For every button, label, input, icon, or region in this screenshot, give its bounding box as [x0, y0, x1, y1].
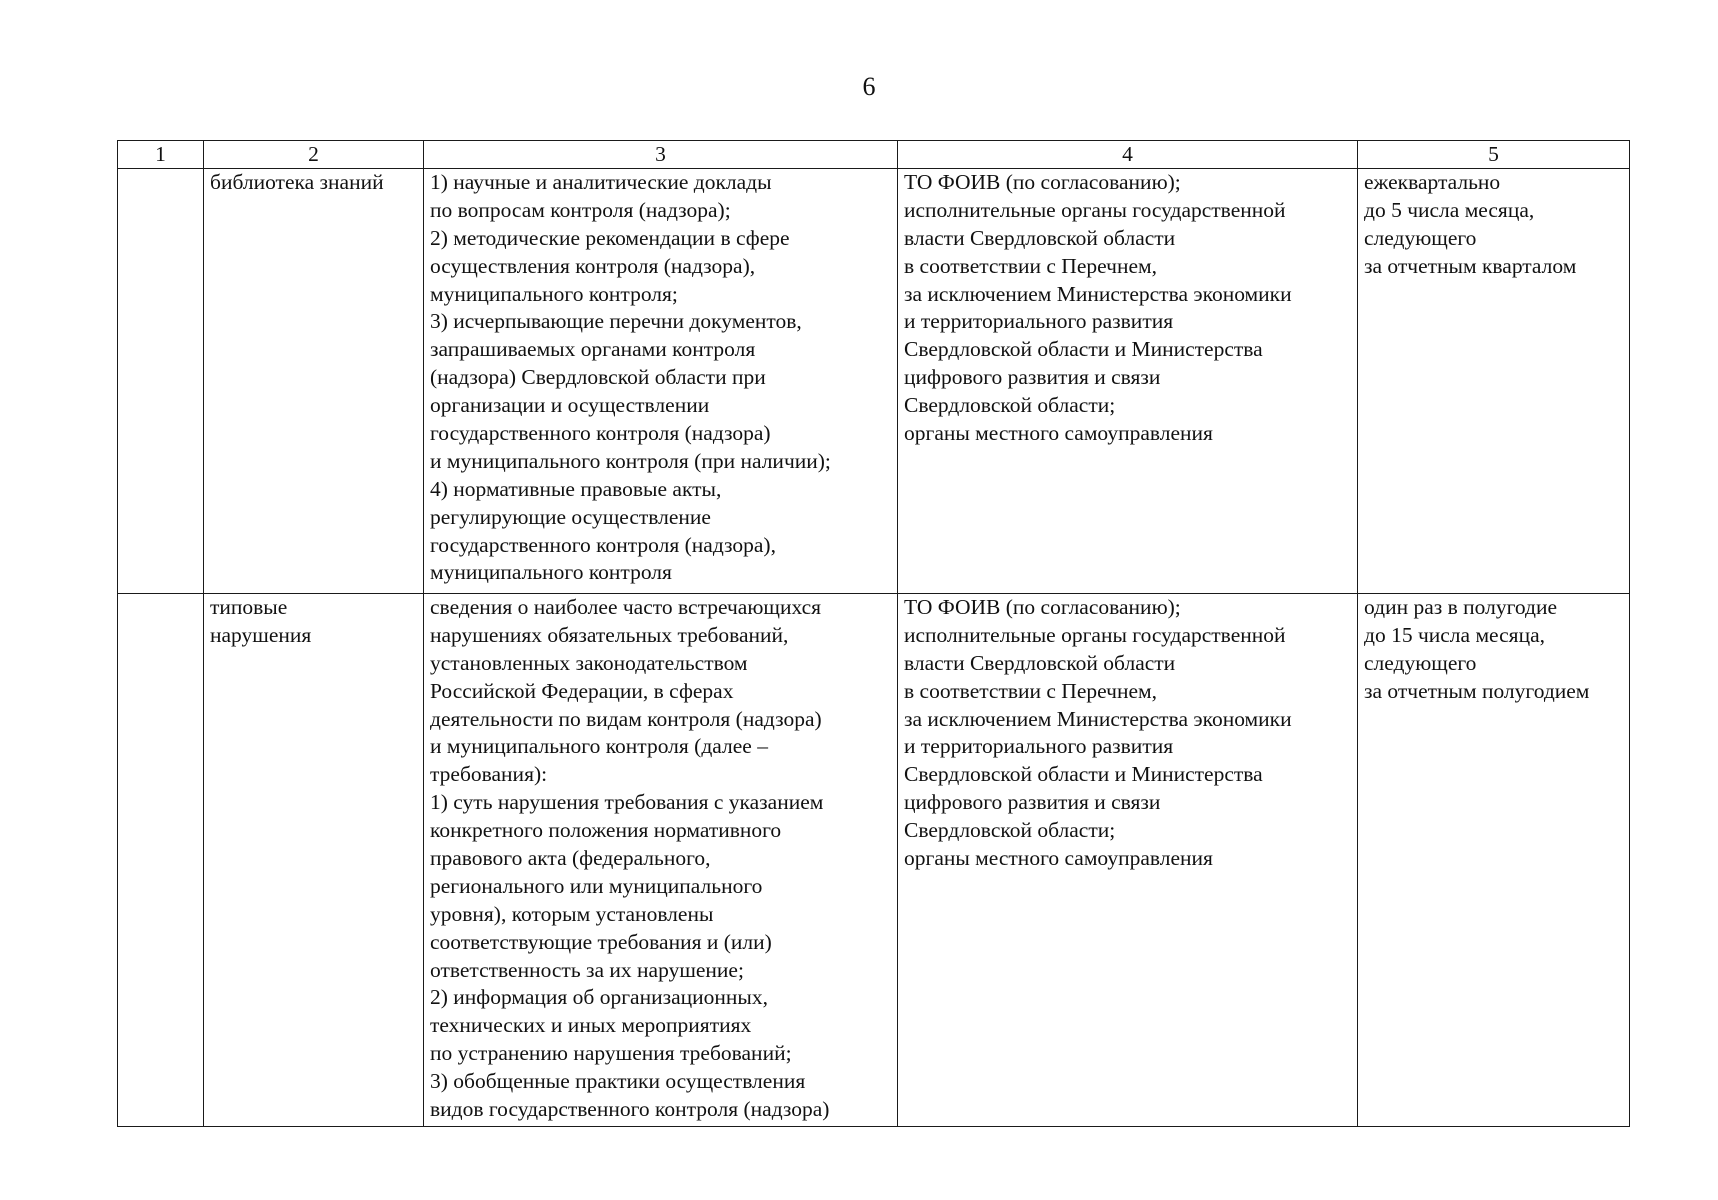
cell-line: Свердловской области и Министерства: [904, 337, 1263, 362]
cell-line: за отчетным кварталом: [1364, 253, 1577, 278]
cell-line: деятельности по видам контроля (надзора): [430, 706, 822, 731]
cell-line: исполнительные органы государственной: [904, 622, 1286, 647]
cell-line: видов государственного контроля (надзора): [430, 1097, 830, 1122]
column-header-5: 5: [1358, 141, 1630, 169]
cell-line: нарушения: [210, 622, 312, 647]
cell-line: (надзора) Свердловской области при: [430, 365, 766, 390]
table-row: [118, 594, 1630, 1127]
cell-line: государственного контроля (надзора),: [430, 532, 776, 557]
column-header-3: 3: [424, 141, 898, 169]
table-header-row: [118, 141, 1630, 169]
cell-line: цифрового развития и связи: [904, 790, 1161, 815]
cell-number: [118, 169, 204, 594]
cell-line: нарушениях обязательных требований,: [430, 622, 789, 647]
page-number: 6: [862, 72, 876, 101]
cell-line: Российской Федерации, в сферах: [430, 678, 734, 703]
cell-line: и территориального развития: [904, 734, 1174, 759]
cell-line: библиотека знаний: [210, 170, 384, 194]
cell-line: до 5 числа месяца,: [1364, 197, 1535, 222]
cell-line: 2) методические рекомендации в сфере: [430, 225, 790, 250]
cell-line: 3) обобщенные практики осуществления: [430, 1069, 806, 1094]
column-header-1: 1: [118, 141, 204, 169]
cell-line: ТО ФОИВ (по согласованию);: [904, 595, 1181, 619]
cell-line: за исключением Министерства экономики: [904, 281, 1292, 306]
cell-responsible: [898, 169, 1358, 594]
cell-line: и муниципального контроля (при наличии);: [430, 448, 831, 473]
cell-line: ТО ФОИВ (по согласованию);: [904, 170, 1181, 194]
cell-line: соответствующие требования и (или): [430, 929, 772, 954]
cell-line: конкретного положения нормативного: [430, 818, 782, 843]
cell-line: муниципального контроля: [430, 560, 672, 585]
cell-number: [118, 594, 204, 1127]
cell-line: Свердловской области;: [904, 818, 1116, 843]
cell-line: уровня), которым установлены: [430, 901, 714, 926]
cell-line: муниципального контроля;: [430, 281, 678, 306]
cell-line: требования):: [430, 762, 548, 787]
cell-line: один раз в полугодие: [1364, 595, 1557, 619]
cell-line: до 15 числа месяца,: [1364, 622, 1545, 647]
cell-line: исполнительные органы государственной: [904, 197, 1286, 222]
cell-line: следующего: [1364, 225, 1477, 250]
cell-line: цифрового развития и связи: [904, 365, 1161, 390]
cell-line: типовые: [210, 595, 288, 619]
cell-line: 4) нормативные правовые акты,: [430, 476, 722, 501]
cell-line: технических и иных мероприятиях: [430, 1013, 752, 1038]
column-header-4: 4: [898, 141, 1358, 169]
cell-line: сведения о наиболее часто встречающихся: [430, 595, 822, 619]
cell-line: по устранению нарушения требований;: [430, 1041, 792, 1066]
cell-deadline: [1358, 594, 1630, 1127]
cell-line: 1) суть нарушения требования с указанием: [430, 790, 824, 815]
cell-line: власти Свердловской области: [904, 650, 1176, 675]
cell-line: органы местного самоуправления: [904, 421, 1213, 446]
cell-line: следующего: [1364, 650, 1477, 675]
cell-line: органы местного самоуправления: [904, 846, 1213, 871]
cell-line: запрашиваемых органами контроля: [430, 337, 756, 362]
cell-responsible: [898, 594, 1358, 1127]
cell-line: государственного контроля (надзора): [430, 421, 771, 446]
cell-line: Свердловской области и Министерства: [904, 762, 1263, 787]
cell-section: [204, 169, 424, 594]
cell-line: регионального или муниципального: [430, 873, 763, 898]
cell-line: ежеквартально: [1364, 170, 1501, 194]
cell-line: осуществления контроля (надзора),: [430, 253, 756, 278]
cell-line: правового акта (федерального,: [430, 846, 711, 871]
column-header-2: 2: [204, 141, 424, 169]
cell-line: и муниципального контроля (далее –: [430, 734, 768, 759]
cell-line: 2) информация об организационных,: [430, 985, 768, 1010]
cell-line: в соответствии с Перечнем,: [904, 253, 1157, 278]
regulation-table: [117, 140, 1630, 1127]
cell-line: организации и осуществлении: [430, 393, 710, 418]
cell-line: регулирующие осуществление: [430, 504, 711, 529]
table-row: [118, 169, 1630, 594]
cell-deadline: [1358, 169, 1630, 594]
cell-line: за исключением Министерства экономики: [904, 706, 1292, 731]
cell-line: установленных законодательством: [430, 650, 748, 675]
cell-line: власти Свердловской области: [904, 225, 1176, 250]
cell-line: в соответствии с Перечнем,: [904, 678, 1157, 703]
cell-content: [424, 594, 898, 1127]
cell-line: ответственность за их нарушение;: [430, 957, 744, 982]
cell-section: [204, 594, 424, 1127]
cell-line: и территориального развития: [904, 309, 1174, 334]
cell-line: 1) научные и аналитические доклады: [430, 170, 772, 194]
cell-content: [424, 169, 898, 594]
cell-line: 3) исчерпывающие перечни документов,: [430, 309, 802, 334]
cell-line: Свердловской области;: [904, 393, 1116, 418]
cell-line: по вопросам контроля (надзора);: [430, 197, 731, 222]
cell-line: за отчетным полугодием: [1364, 678, 1590, 703]
